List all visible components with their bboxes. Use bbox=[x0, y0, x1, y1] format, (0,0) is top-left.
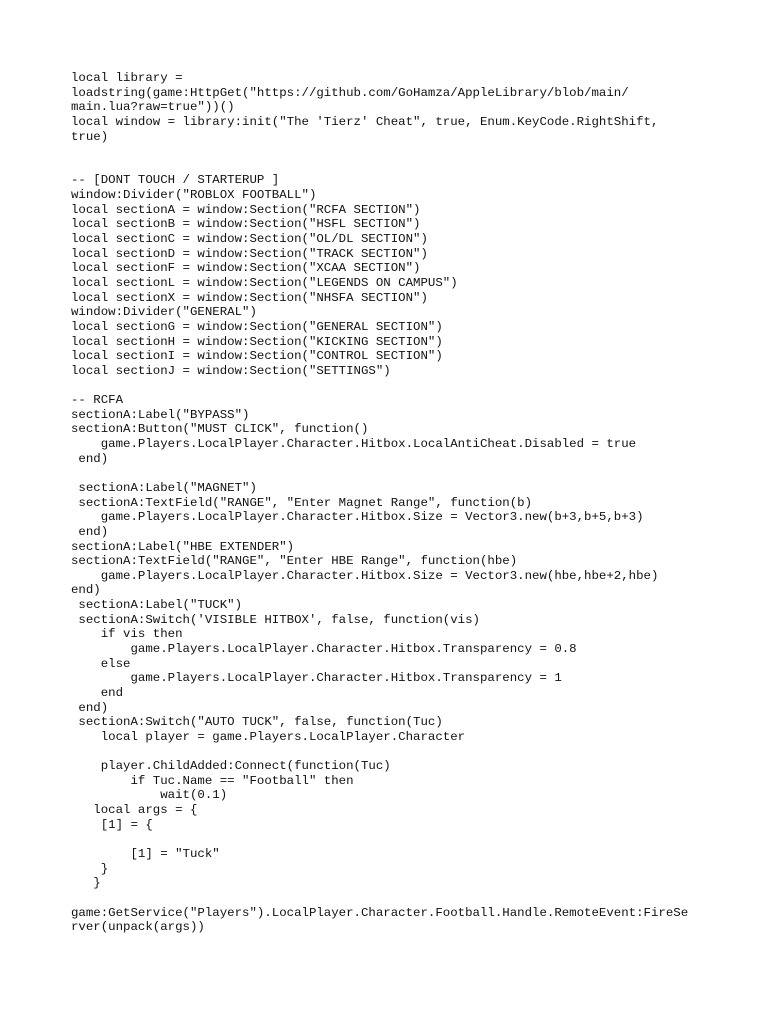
code-line: window:Divider("GENERAL") bbox=[71, 305, 257, 320]
code-line: local sectionF = window:Section("XCAA SECTION") bbox=[71, 261, 421, 276]
code-line bbox=[71, 466, 711, 481]
code-line: sectionA:Button("MUST CLICK", function() bbox=[71, 422, 369, 437]
code-line: game:GetService("Players").LocalPlayer.Character.Football.Handle.RemoteEvent:FireSe bbox=[71, 905, 689, 920]
code-line: sectionA:Label("HBE EXTENDER") bbox=[71, 539, 295, 554]
code-line: sectionA:Switch("AUTO TUCK", false, function(Tuc) bbox=[71, 715, 443, 730]
code-line: if vis then bbox=[71, 627, 183, 642]
code-line: local sectionL = window:Section("LEGENDS ON CAMPUS") bbox=[71, 275, 458, 290]
code-line: sectionA:Label("TUCK") bbox=[71, 598, 243, 613]
code-line: end) bbox=[71, 583, 101, 598]
code-line bbox=[71, 159, 711, 174]
code-line: sectionA:TextField("RANGE", "Enter Magnet Range", function(b) bbox=[71, 495, 533, 510]
code-line: local sectionA = window:Section("RCFA SECTION") bbox=[71, 202, 421, 217]
code-line bbox=[71, 744, 711, 759]
code-line bbox=[71, 832, 711, 847]
code-line: window:Divider("ROBLOX FOOTBALL") bbox=[71, 188, 317, 203]
code-line bbox=[71, 891, 711, 906]
code-line: game.Players.LocalPlayer.Character.Hitbox.Transparency = 1 bbox=[71, 671, 562, 686]
code-line: end bbox=[71, 685, 124, 700]
code-line: -- [DONT TOUCH / STARTERUP ] bbox=[71, 173, 280, 188]
code-line: local window = library:init("The 'Tierz' Cheat", true, Enum.KeyCode.RightShift, bbox=[71, 114, 659, 129]
code-line: game.Players.LocalPlayer.Character.Hitbox.Transparency = 0.8 bbox=[71, 641, 577, 656]
code-line: if Tuc.Name == "Football" then bbox=[71, 773, 354, 788]
code-line: local sectionD = window:Section("TRACK SECTION") bbox=[71, 246, 428, 261]
code-line: sectionA:Label("MAGNET") bbox=[71, 480, 257, 495]
code-line: main.lua?raw=true"))() bbox=[71, 100, 235, 115]
code-line bbox=[71, 144, 711, 159]
code-line: loadstring(game:HttpGet("https://github.com/GoHamza/AppleLibrary/blob/main/ bbox=[71, 85, 629, 100]
code-line: true) bbox=[71, 129, 109, 144]
code-line: } bbox=[71, 876, 101, 891]
code-line: local sectionG = window:Section("GENERAL SECTION") bbox=[71, 319, 443, 334]
code-line: [1] = { bbox=[71, 817, 153, 832]
code-listing bbox=[71, 71, 711, 935]
code-line: local args = { bbox=[71, 803, 198, 818]
code-line: else bbox=[71, 656, 131, 671]
code-line: local sectionX = window:Section("NHSFA SECTION") bbox=[71, 290, 428, 305]
code-line: local sectionH = window:Section("KICKING SECTION") bbox=[71, 334, 443, 349]
code-line: wait(0.1) bbox=[71, 788, 228, 803]
code-line: sectionA:Label("BYPASS") bbox=[71, 407, 250, 422]
code-line: rver(unpack(args)) bbox=[71, 920, 205, 935]
code-line: player.ChildAdded:Connect(function(Tuc) bbox=[71, 759, 391, 774]
code-line: sectionA:TextField("RANGE", "Enter HBE Range", function(hbe) bbox=[71, 554, 518, 569]
code-line: [1] = "Tuck" bbox=[71, 846, 220, 861]
code-line: local sectionB = window:Section("HSFL SECTION") bbox=[71, 217, 421, 232]
code-line: local library = bbox=[71, 71, 183, 85]
code-line: local sectionC = window:Section("OL/DL SECTION") bbox=[71, 232, 428, 247]
code-line: game.Players.LocalPlayer.Character.Hitbox.Size = Vector3.new(hbe,hbe+2,hbe) bbox=[71, 568, 659, 583]
code-line: local player = game.Players.LocalPlayer.Character bbox=[71, 729, 466, 744]
code-line: game.Players.LocalPlayer.Character.Hitbox.LocalAntiCheat.Disabled = true bbox=[71, 437, 637, 452]
code-line: } bbox=[71, 861, 109, 876]
code-line: local sectionJ = window:Section("SETTINGS") bbox=[71, 363, 391, 378]
code-line: end) bbox=[71, 451, 109, 466]
code-line: local sectionI = window:Section("CONTROL SECTION") bbox=[71, 349, 443, 364]
code-line: end) bbox=[71, 524, 109, 539]
code-line bbox=[71, 378, 711, 393]
code-line: end) bbox=[71, 700, 109, 715]
code-line: game.Players.LocalPlayer.Character.Hitbox.Size = Vector3.new(b+3,b+5,b+3) bbox=[71, 510, 644, 525]
code-line: -- RCFA bbox=[71, 393, 124, 408]
code-line: sectionA:Switch('VISIBLE HITBOX', false, function(vis) bbox=[71, 612, 480, 627]
